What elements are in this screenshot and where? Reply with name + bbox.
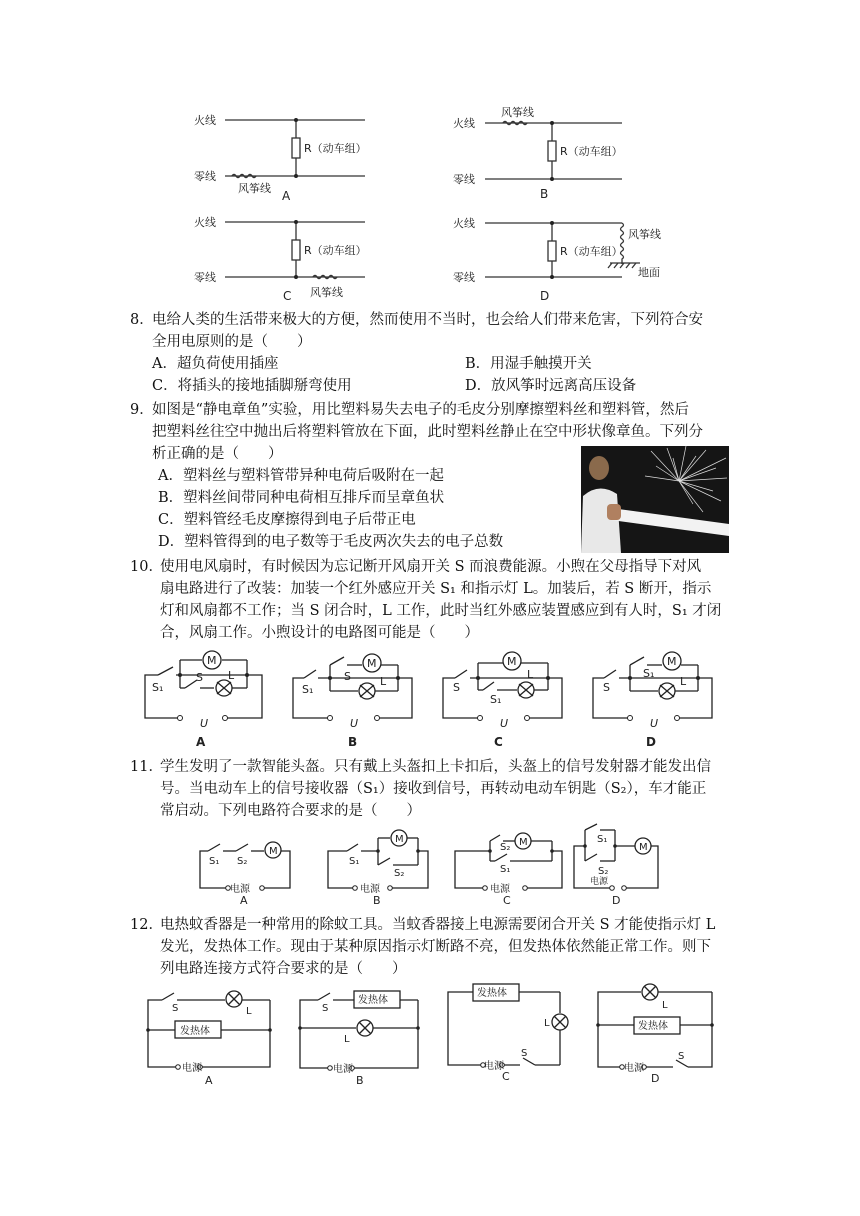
q10-b-u: U	[350, 717, 359, 730]
b-neutral-label: 零线	[453, 173, 475, 186]
q10-a-l: L	[228, 669, 235, 682]
c-live-label: 火线	[194, 216, 216, 229]
q10-d-s: S	[603, 681, 610, 694]
c-resistor-label: R（动车组）	[304, 244, 367, 257]
q11-circuit-options	[0, 818, 860, 907]
q12-c-s: S	[521, 1048, 528, 1059]
d-resistor-label: R（动车组）	[560, 245, 623, 258]
q10-c-s: S	[453, 681, 460, 694]
q9-stem-line1: 如图是“静电章鱼”实验，用比塑料易失去电子的毛皮分别摩擦塑料丝和塑料管，然后	[152, 402, 689, 418]
q10-number: 10．	[130, 559, 163, 575]
q12-d-heater: 发热体	[638, 1021, 668, 1032]
q11-a-s2: S₂	[237, 856, 248, 867]
q10-d-s1: S₁	[643, 667, 655, 680]
q10-circuit-options	[0, 645, 860, 750]
q10-b-s1: S₁	[302, 683, 314, 696]
q10-b-label: B	[348, 735, 358, 749]
q9-octopus-photo	[581, 446, 729, 553]
q11-b-s1: S₁	[349, 856, 360, 867]
q10-stem-line1: 使用电风扇时，有时候因为忘记断开风扇开关 S 而浪费能源。小煦在父母指导下对风	[160, 559, 702, 575]
q12-b-label: B	[356, 1074, 364, 1087]
q8-number: 8．	[130, 312, 154, 328]
q11-d-s2: S₂	[598, 866, 609, 877]
q10-a-u: U	[200, 717, 209, 730]
q10-b-l: L	[380, 675, 387, 688]
q10-a-s: S	[196, 671, 203, 684]
q8-stem-line1: 电给人类的生活带来极大的方便，然而使用不当时，也会给人们带来危害，下列符合安	[152, 312, 703, 328]
b-label: B	[540, 187, 549, 201]
q10-a-motor: M	[207, 654, 217, 667]
q10-d-label: D	[646, 735, 656, 749]
q11-c-s1: S₁	[500, 864, 511, 875]
q12-d-s: S	[678, 1051, 685, 1062]
q10-b-s: S	[344, 670, 351, 683]
q12-a-label: A	[205, 1074, 213, 1087]
d-label: D	[540, 289, 550, 303]
d-live-label: 火线	[453, 217, 475, 230]
q8-option-b[interactable]: B．用湿手触摸开关	[465, 356, 592, 372]
q10-stem-line2: 扇电路进行了改装：加装一个红外感应开关 S₁ 和指示灯 L。加装后，若 S 断开，指示	[160, 581, 712, 597]
b-resistor-label: R（动车组）	[560, 145, 623, 158]
q11-d-motor: M	[639, 842, 648, 853]
q12-b-heater: 发热体	[358, 995, 388, 1006]
q10-c-motor: M	[507, 655, 517, 668]
q11-b-s2: S₂	[394, 868, 405, 879]
q11-d-s1: S₁	[597, 834, 608, 845]
q12-d-source: 电源	[624, 1063, 644, 1074]
a-live-label: 火线	[194, 114, 216, 127]
q10-c-u: U	[500, 717, 509, 730]
q12-b-s: S	[322, 1003, 329, 1014]
q10-a-s1: S₁	[152, 681, 164, 694]
q11-stem-line1: 学生发明了一款智能头盔。只有戴上头盔扣上卡扣后，头盔上的信号发射器才能发出信	[160, 759, 711, 775]
q10-b-motor: M	[367, 657, 377, 670]
q10-d-u: U	[650, 717, 659, 730]
a-neutral-label: 零线	[194, 170, 216, 183]
q9-number: 9．	[130, 402, 154, 418]
q9-stem-line2: 把塑料丝往空中抛出后将塑料管放在下面，此时塑料丝静止在空中形状像章鱼。下列分	[152, 424, 703, 440]
q10-d-l: L	[680, 675, 687, 688]
c-neutral-label: 零线	[194, 271, 216, 284]
b-kite-label: 风筝线	[501, 106, 534, 119]
q8-option-a[interactable]: A．超负荷使用插座	[152, 356, 279, 372]
q12-stem-line2: 发光，发热体工作。现由于某种原因指示灯断路不亮，但发热体依然能正常工作。则下	[160, 939, 711, 955]
q11-a-motor: M	[269, 846, 278, 857]
q12-number: 12．	[130, 917, 163, 933]
q8-option-d[interactable]: D．放风筝时远离高压设备	[465, 378, 637, 394]
d-ground-label: 地面	[638, 266, 660, 279]
q11-stem-line3: 常启动。下列电路符合要求的是（ ）	[160, 803, 421, 819]
q11-c-s2: S₂	[500, 842, 511, 853]
q11-b-label: B	[373, 894, 381, 907]
q10-c-l: L	[527, 668, 534, 681]
q9-option-d[interactable]: D．塑料管得到的电子数等于毛皮两次失去的电子总数	[158, 534, 504, 550]
q11-d-source: 电源	[590, 877, 609, 887]
q11-c-motor: M	[519, 837, 528, 848]
q9-option-a[interactable]: A．塑料丝与塑料管带异种电荷后吸附在一起	[158, 468, 444, 484]
q10-stem-line4: 合，风扇工作。小煦设计的电路图可能是（ ）	[160, 625, 479, 641]
q10-c-s1: S₁	[490, 693, 502, 706]
q12-stem-line3: 列电路连接方式符合要求的是（ ）	[160, 961, 407, 977]
q10-d-motor: M	[667, 655, 677, 668]
q12-b-source: 电源	[333, 1064, 353, 1075]
q12-d-l: L	[662, 1000, 668, 1011]
q11-stem-line2: 号。当电动车上的信号接收器（S₁）接收到信号，再转动电动车钥匙（S₂），车才能正	[160, 781, 707, 797]
q12-d-label: D	[651, 1072, 660, 1085]
q8-stem-line2: 全用电原则的是（ ）	[152, 334, 312, 350]
q12-a-heater: 发热体	[180, 1026, 210, 1037]
q12-c-source: 电源	[484, 1061, 504, 1072]
q7-circuit-diagrams	[0, 0, 860, 310]
c-label: C	[283, 289, 292, 303]
q11-number: 11．	[130, 759, 163, 775]
q11-d-label: D	[612, 894, 621, 907]
q12-circuit-options	[0, 980, 860, 1095]
a-resistor-label: R（动车组）	[304, 142, 367, 155]
c-kite-label: 风筝线	[310, 286, 343, 299]
q10-a-label: A	[196, 735, 206, 749]
q12-c-l: L	[544, 1018, 550, 1029]
q11-a-s1: S₁	[209, 856, 220, 867]
q12-c-label: C	[502, 1070, 510, 1083]
q12-b-l: L	[344, 1034, 350, 1045]
q10-c-label: C	[494, 735, 503, 749]
a-kite-label: 风筝线	[238, 182, 271, 195]
b-live-label: 火线	[453, 117, 475, 130]
q12-a-l: L	[246, 1006, 252, 1017]
d-neutral-label: 零线	[453, 271, 475, 284]
q12-c-heater: 发热体	[477, 988, 507, 999]
q9-stem-line3: 析正确的是（ ）	[152, 446, 283, 462]
q11-b-motor: M	[395, 834, 404, 845]
q10-stem-line3: 灯和风扇都不工作；当 S 闭合时，L 工作，此时当红外感应装置感应到有人时，S₁ 才闭	[160, 603, 722, 619]
q12-stem-line1: 电热蚊香器是一种常用的除蚊工具。当蚊香器接上电源需要闭合开关 S 才能使指示灯 L	[160, 917, 716, 933]
d-kite-label: 风筝线	[628, 228, 661, 241]
q11-c-source: 电源	[490, 884, 510, 895]
q11-a-label: A	[240, 894, 248, 907]
q8-option-c[interactable]: C．将插头的接地插脚掰弯使用	[152, 378, 352, 394]
q11-c-label: C	[503, 894, 511, 907]
a-label: A	[282, 189, 291, 203]
q12-a-source: 电源	[182, 1063, 202, 1074]
q12-a-s: S	[172, 1003, 179, 1014]
q9-option-c[interactable]: C．塑料管经毛皮摩擦得到电子后带正电	[158, 512, 416, 528]
q11-a-source: 电源	[230, 884, 250, 895]
q11-b-source: 电源	[360, 884, 380, 895]
q9-option-b[interactable]: B．塑料丝间带同种电荷相互排斥而呈章鱼状	[158, 490, 445, 506]
